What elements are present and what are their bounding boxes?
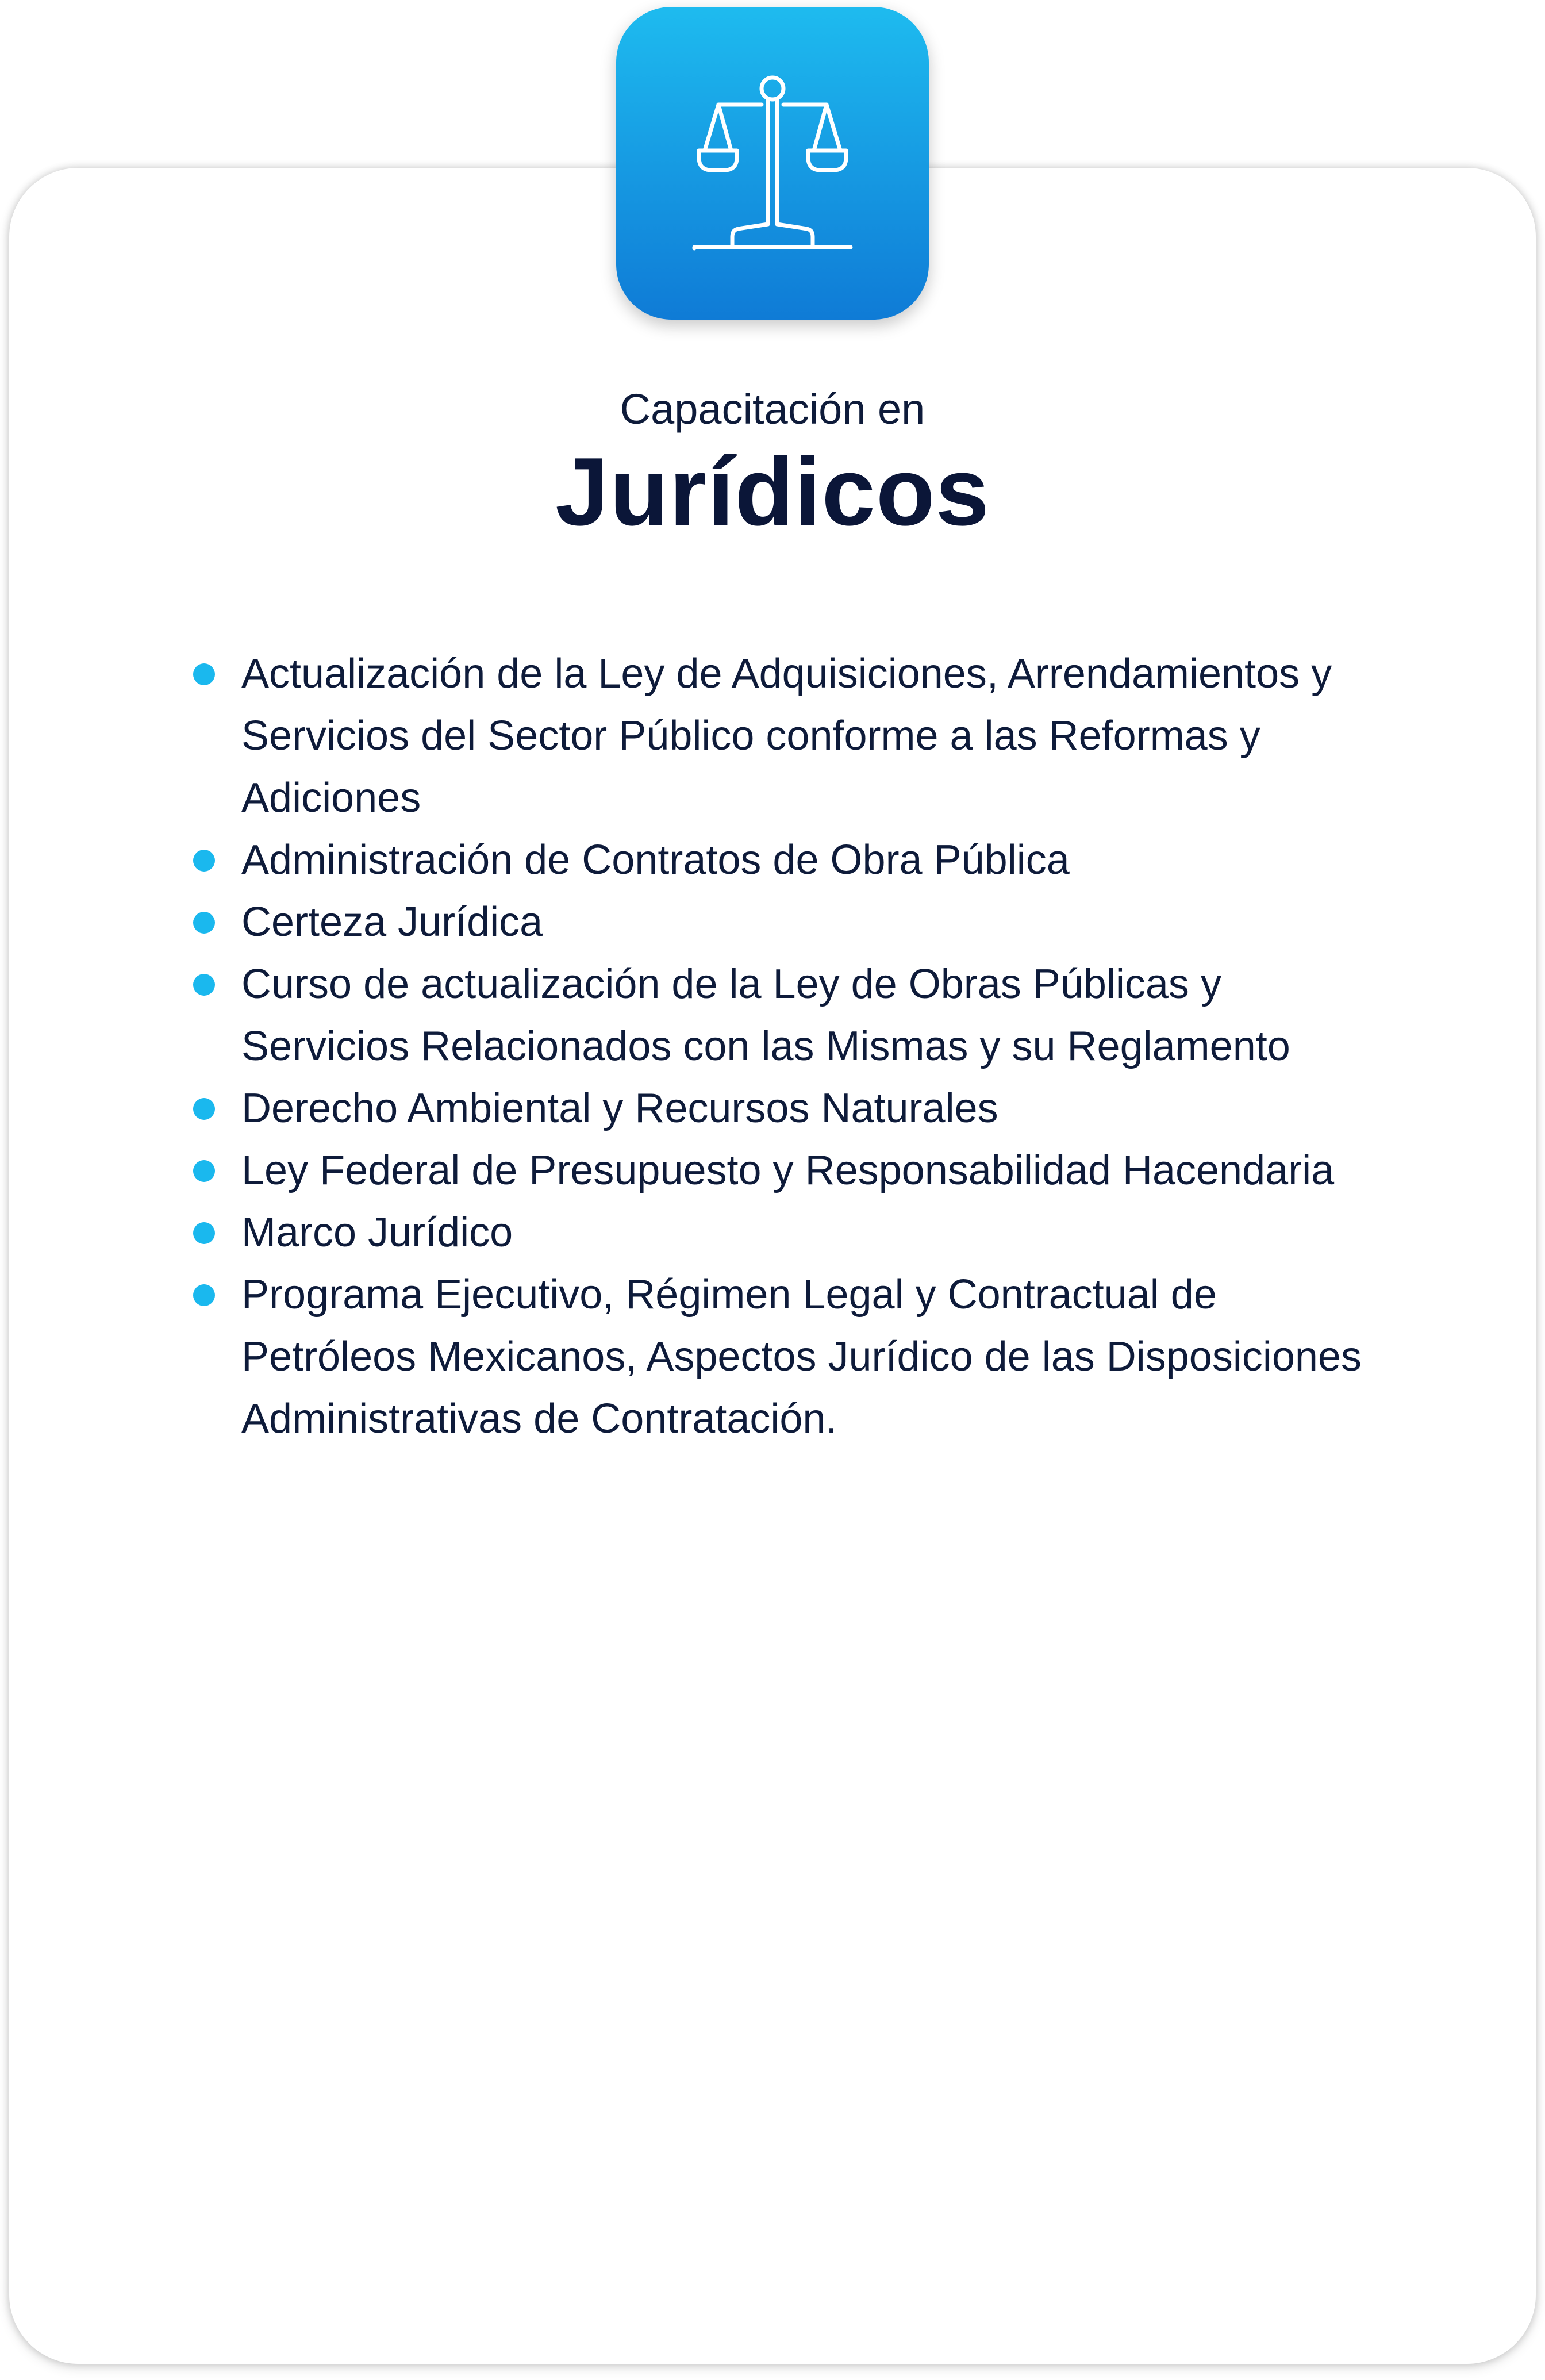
topics-list: [190, 643, 1385, 1450]
list-item: [190, 1139, 1385, 1201]
list-item: [190, 1201, 1385, 1264]
bullet-dot: [193, 1160, 215, 1182]
bullet-dot: [193, 912, 215, 934]
list-item-label: Ley Federal de Presupuesto y Responsabilidad Hacendaria: [241, 1147, 1335, 1193]
list-item-label: Certeza Jurídica: [241, 899, 543, 945]
list-item-label: Marco Jurídico: [241, 1210, 513, 1256]
list-item: [190, 891, 1385, 953]
list-item-label: Curso de actualización de la Ley de Obras Públicas y Servicios Relacionados con las Mismas y su Reglamento: [241, 961, 1290, 1069]
list-item-label: Administración de Contratos de Obra Pública: [241, 837, 1070, 883]
list-item-label: Programa Ejecutivo, Régimen Legal y Contractual de Petróleos Mexicanos, Aspectos Jurídico de las Disposiciones Administrativas de Contratación.: [241, 1272, 1362, 1442]
card-subtitle: Capacitación en: [620, 385, 925, 433]
bullet-dot: [193, 850, 215, 872]
list-item: [190, 1077, 1385, 1139]
list-item-label: Derecho Ambiental y Recursos Naturales: [241, 1085, 998, 1131]
card-title: Jurídicos: [555, 437, 990, 546]
list-item-label: Actualización de la Ley de Adquisiciones, Arrendamientos y Servicios del Sector Público conforme a las Reformas y Adiciones: [241, 651, 1332, 821]
list-item: [190, 829, 1385, 891]
list-item: [190, 1264, 1385, 1450]
bullet-dot: [193, 974, 215, 996]
bullet-dot: [193, 1284, 215, 1306]
list-item: [190, 643, 1385, 829]
bullet-dot: [193, 663, 215, 685]
scales-of-justice-icon: [616, 7, 929, 320]
list-item: [190, 953, 1385, 1077]
bullet-dot: [193, 1222, 215, 1244]
bullet-dot: [193, 1098, 215, 1120]
